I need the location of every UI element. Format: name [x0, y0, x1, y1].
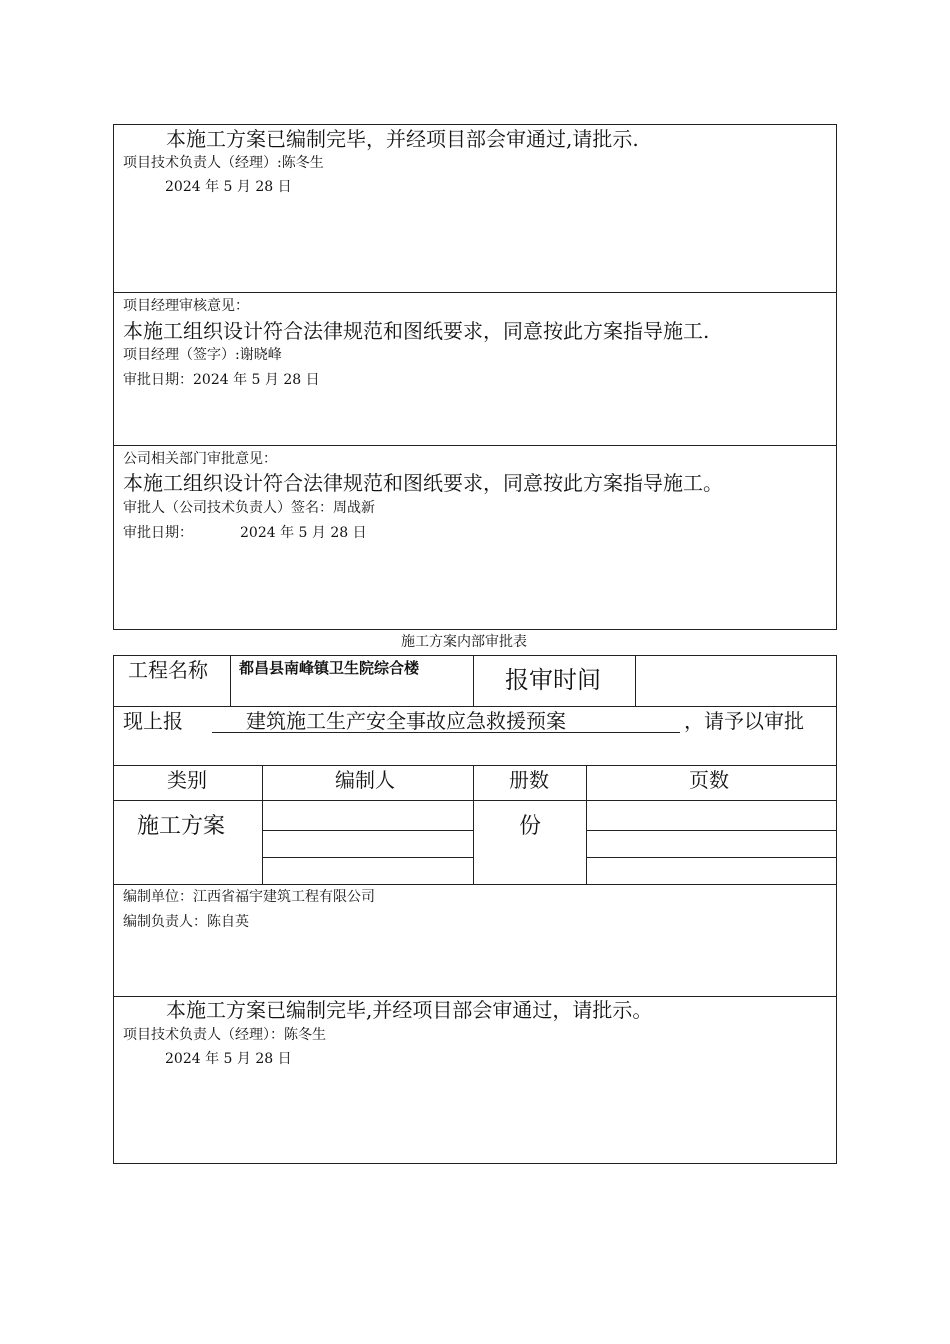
- date-text: 2024 年 5 月 28 日: [165, 179, 292, 195]
- date-label: 审批日期：: [123, 525, 193, 541]
- submit-suffix: ，请予以审批: [684, 709, 804, 733]
- statement-text: 本施工方案已编制完毕，并经项目部会审通过,请批示.: [166, 127, 639, 151]
- category-value: 施工方案: [137, 814, 226, 839]
- heading-text: 公司相关部门审批意见：: [123, 451, 277, 467]
- heading-text: 项目经理审核意见：: [123, 298, 249, 314]
- person-text: 项目技术负责人（经理）:陈冬生: [123, 155, 324, 171]
- approval-block-3: [113, 445, 837, 630]
- date-text: 审批日期：2024 年 5 月 28 日: [123, 372, 320, 388]
- report-time-label: 报审时间: [505, 666, 601, 694]
- project-name-label: 工程名称: [128, 658, 208, 682]
- col-author: 编制人: [335, 768, 395, 792]
- copies-unit: 份: [519, 814, 542, 839]
- statement-text: 本施工组织设计符合法律规范和图纸要求，同意按此方案指导施工。: [123, 471, 723, 495]
- approval-block-2: [113, 292, 837, 446]
- unit-line: 编制单位：江西省福宇建筑工程有限公司: [123, 889, 375, 905]
- statement-text: 本施工组织设计符合法律规范和图纸要求，同意按此方案指导施工.: [123, 319, 710, 343]
- submit-doc-title: 建筑施工生产安全事故应急救援预案: [246, 709, 566, 733]
- signer-text: 项目经理（签字）:谢晓峰: [123, 347, 282, 363]
- col-pages: 页数: [689, 768, 729, 792]
- project-name-value: 都昌县南峰镇卫生院综合楼: [239, 659, 420, 677]
- approval-form: [113, 655, 837, 1164]
- final-person: 项目技术负责人（经理）：陈冬生: [123, 1027, 326, 1043]
- final-statement: 本施工方案已编制完毕,并经项目部会审通过，请批示。: [166, 998, 653, 1022]
- date-value: 2024 年 5 月 28 日: [240, 525, 367, 541]
- col-copies: 册数: [509, 768, 549, 792]
- responsible-line: 编制负责人：陈自英: [123, 914, 249, 930]
- form-title: 施工方案内部审批表: [401, 634, 527, 650]
- signer-text: 审批人（公司技术负责人）签名：周战新: [123, 500, 375, 516]
- approval-block-1: [113, 124, 837, 293]
- col-category: 类别: [167, 768, 207, 792]
- final-date: 2024 年 5 月 28 日: [165, 1051, 292, 1067]
- submit-prefix: 现上报: [123, 709, 183, 733]
